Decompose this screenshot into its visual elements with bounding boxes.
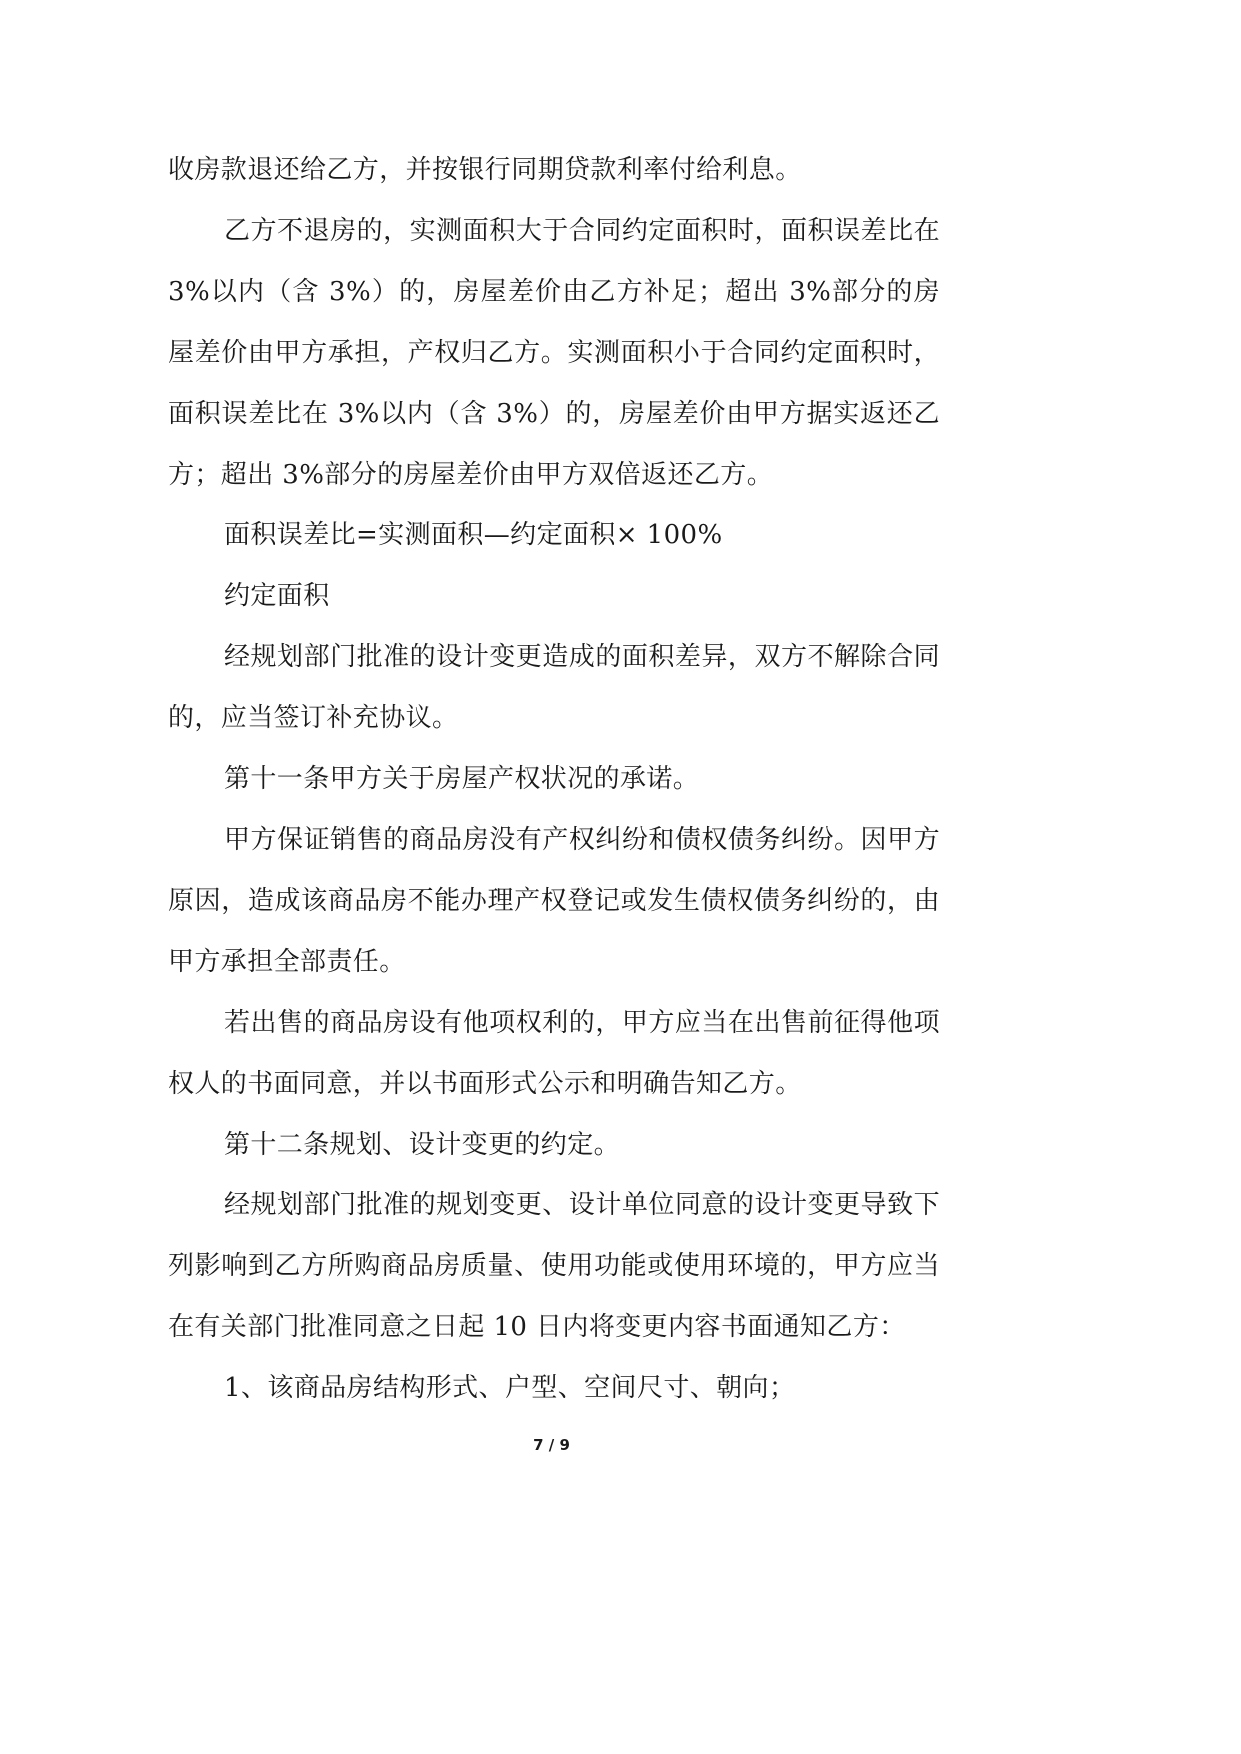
formula-denominator: 约定面积	[224, 581, 330, 612]
paragraph: 甲方保证销售的商品房没有产权纠纷和债权债务纠纷。因甲方原因，造成该商品房不能办理产权登记或发生债权债务纠纷的，由甲方承担全部责任。	[168, 824, 940, 977]
formula-line: 面积误差比=实测面积—约定面积× 100%	[224, 520, 723, 551]
paragraph: 若出售的商品房设有他项权利的，甲方应当在出售前征得他项权人的书面同意，并以书面形式公示和明确告知乙方。	[168, 1007, 940, 1099]
list-item: 1、该商品房结构形式、户型、空间尺寸、朝向；	[224, 1373, 796, 1404]
paragraph: 经规划部门批准的设计变更造成的面积差异，双方不解除合同的，应当签订补充协议。	[168, 642, 940, 734]
paragraph: 收房款退还给乙方，并按银行同期贷款利率付给利息。	[168, 155, 802, 185]
paragraph: 乙方不退房的，实测面积大于合同约定面积时，面积误差比在 3%以内（含 3%）的，房屋差价由乙方补足；超出 3%部分的房屋差价由甲方承担，产权归乙方。实测面积小于合同约定面积时，面积误差比在 3%以内（含 3%）的，房屋差价由甲方据实返还乙方；超出 3%部分的房屋差价由甲方双倍返还乙方。	[168, 215, 940, 490]
article-heading: 第十二条规划、设计变更的约定。	[224, 1129, 621, 1160]
paragraph: 经规划部门批准的规划变更、设计单位同意的设计变更导致下列影响到乙方所购商品房质量、使用功能或使用环境的，甲方应当在有关部门批准同意之日起 10 日内将变更内容书面通知乙方：	[168, 1190, 940, 1343]
document-body	[168, 140, 940, 1419]
article-heading: 第十一条甲方关于房屋产权状况的承诺。	[224, 764, 700, 795]
page-number: 7 / 9	[533, 1436, 570, 1454]
